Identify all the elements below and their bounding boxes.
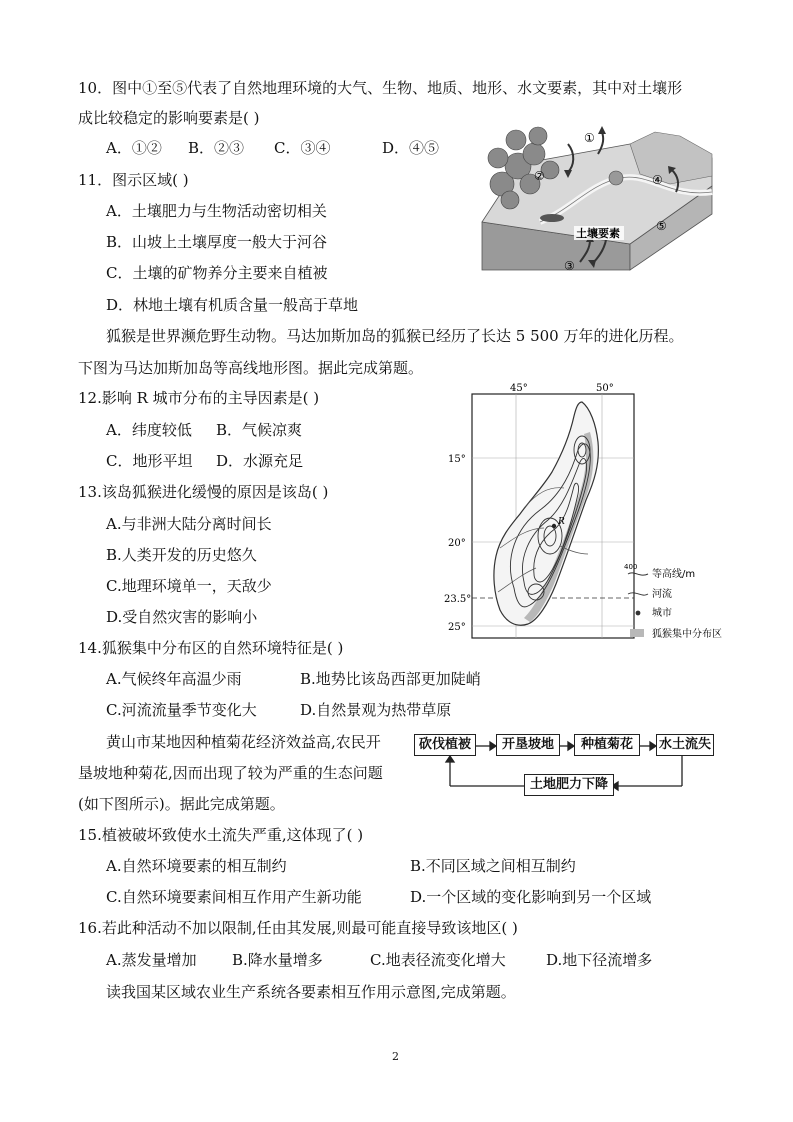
marker-3: ③ xyxy=(564,259,575,272)
q15-option-d: D.一个区域的变化影响到另一个区域 xyxy=(410,888,652,906)
legend-contour: 等高线/m xyxy=(652,569,696,580)
q16-stem: 16.若此种活动不加以限制,任由其发展,则最可能直接导致该地区( ) xyxy=(78,919,518,937)
q10-stem-line2: 成比较稳定的影响要素是( ) xyxy=(78,109,260,127)
map-legend xyxy=(624,563,722,640)
lon-label-45: 45° xyxy=(510,383,528,394)
soil-element-label: 土壤要素 xyxy=(576,227,620,240)
q12-option-c: C．地形平坦 xyxy=(106,452,193,470)
q14-option-c: C.河流流量季节变化大 xyxy=(106,701,257,719)
marker-5: ⑤ xyxy=(656,219,667,233)
q14-stem: 14.狐猴集中分布区的自然环境特征是( ) xyxy=(78,639,344,657)
huangshan-intro-line3: (如下图所示)。据此完成第题。 xyxy=(78,795,285,813)
q10-stem-line1: 10．图中①至⑤代表了自然地理环境的大气、生物、地质、地形、水文要素，其中对土壤形 xyxy=(78,79,683,97)
q16-option-d: D.地下径流增多 xyxy=(546,951,653,969)
q16-option-c: C.地表径流变化增大 xyxy=(370,951,506,969)
q15-option-a: A.自然环境要素的相互制约 xyxy=(106,857,287,875)
q11-option-b: B．山坡上土壤厚度一般大于河谷 xyxy=(106,233,328,251)
q11-option-c: C．土壤的矿物养分主要来自植被 xyxy=(106,264,328,282)
lat-label-25: 25° xyxy=(448,622,466,633)
q14-option-d: D.自然景观为热带草原 xyxy=(300,701,452,719)
flow-box-plant-chrysanthemum: 种植菊花 xyxy=(574,734,640,756)
q10-option-b: B．②③ xyxy=(188,139,245,157)
soil-landscape-figure xyxy=(480,114,716,272)
flow-box-deforestation: 砍伐植被 xyxy=(414,734,476,756)
q14-option-a: A.气候终年高温少雨 xyxy=(106,670,242,688)
legend-lemur-area: 狐猴集中分布区 xyxy=(652,629,722,640)
q14-option-b: B.地势比该岛西部更加陡峭 xyxy=(300,670,481,688)
q13-option-c: C.地理环境单一，天敌少 xyxy=(106,577,272,595)
q16-option-b: B.降水量增多 xyxy=(232,951,323,969)
lat-label-20: 20° xyxy=(448,538,466,549)
page-number: 2 xyxy=(392,1050,399,1063)
q11-option-d: D．林地土壤有机质含量一般高于草地 xyxy=(106,296,359,314)
q13-stem: 13.该岛狐猴进化缓慢的原因是该岛( ) xyxy=(78,483,329,501)
q16-option-a: A.蒸发量增加 xyxy=(106,951,197,969)
lat-label-15: 15° xyxy=(448,454,466,465)
marker-4: ④ xyxy=(652,173,663,187)
legend-contour-value: 400 xyxy=(624,563,638,571)
q15-option-c: C.自然环境要素间相互作用产生新功能 xyxy=(106,888,362,906)
erosion-flow-diagram xyxy=(412,732,716,802)
flow-box-fertility-decline: 土地肥力下降 xyxy=(524,774,614,796)
lat-label-23-5: 23.5° xyxy=(444,594,472,605)
q11-stem: 11．图示区域( ) xyxy=(78,171,189,189)
q10-option-c: C．③④ xyxy=(274,139,331,157)
q10-option-a: A．①② xyxy=(106,139,162,157)
agri-intro: 读我国某区域农业生产系统各要素相互作用示意图,完成第题。 xyxy=(106,983,516,1001)
q12-stem: 12.影响 R 城市分布的主导因素是( ) xyxy=(78,389,320,407)
lemur-intro-line1: 狐猴是世界濒危野生动物。马达加斯加岛的狐猴已经历了长达 5 500 万年的进化历程。 xyxy=(106,327,684,345)
marker-2: ② xyxy=(534,169,545,183)
city-r-label: R xyxy=(558,517,565,527)
huangshan-intro-line2: 垦坡地种菊花,因而出现了较为严重的生态问题 xyxy=(78,764,383,782)
flow-box-reclaim-slope: 开垦坡地 xyxy=(496,734,560,756)
q10-option-d: D．④⑤ xyxy=(382,139,440,157)
huangshan-intro-line1: 黄山市某地因种植菊花经济效益高,农民开 xyxy=(106,733,381,751)
q13-option-d: D.受自然灾害的影响小 xyxy=(106,608,258,626)
marker-1: ① xyxy=(584,131,595,145)
flow-box-soil-erosion: 水土流失 xyxy=(656,734,714,756)
lemur-intro-line2: 下图为马达加斯加岛等高线地形图。据此完成第题。 xyxy=(78,359,424,377)
madagascar-contour-map xyxy=(444,378,740,644)
q15-stem: 15.植被破坏致使水土流失严重,这体现了( ) xyxy=(78,826,364,844)
q12-option-a: A．纬度较低 xyxy=(106,421,192,439)
q13-option-b: B.人类开发的历史悠久 xyxy=(106,546,257,564)
q12-option-b: B．气候凉爽 xyxy=(216,421,303,439)
q15-option-b: B.不同区域之间相互制约 xyxy=(410,857,576,875)
lon-label-50: 50° xyxy=(596,383,614,394)
q12-option-d: D．水源充足 xyxy=(216,452,304,470)
q11-option-a: A．土壤肥力与生物活动密切相关 xyxy=(106,202,327,220)
legend-city: 城市 xyxy=(652,608,672,619)
q13-option-a: A.与非洲大陆分离时间长 xyxy=(106,515,272,533)
legend-river: 河流 xyxy=(652,589,672,600)
